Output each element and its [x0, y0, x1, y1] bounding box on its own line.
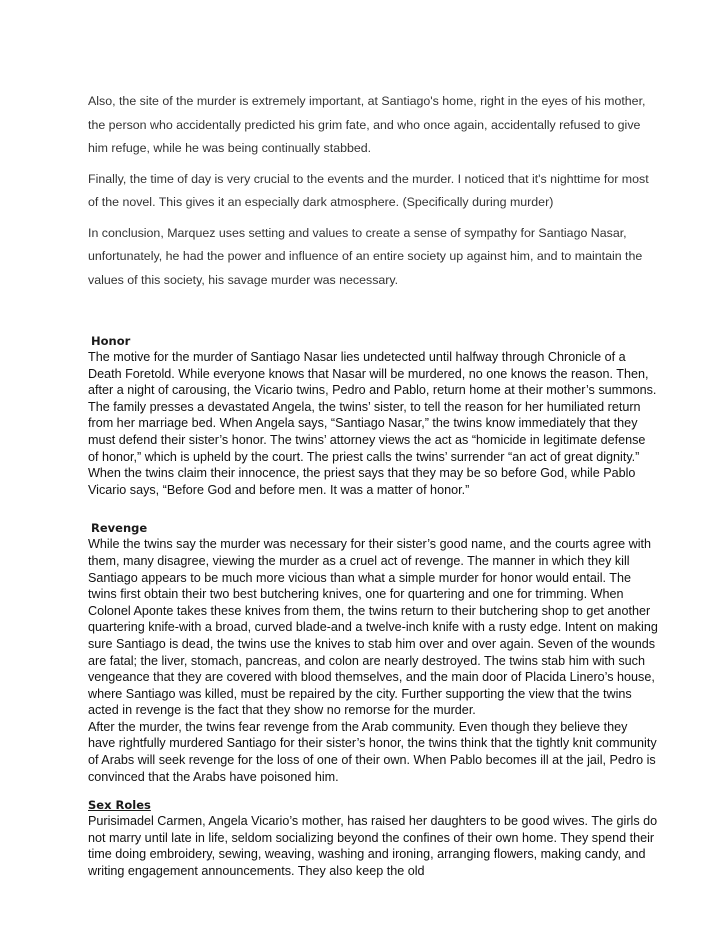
section-body-honor: The motive for the murder of Santiago Nasar lies undetected until halfway through Chronicle of a Death Foretold. While everyone knows that Nasar will be murdered, no one knows the reason. Then, after a night of carousing, the Vicario twins, Pedro and Pablo, return home at their mother’s summons. The family presses a devastated Angela, the twins’ sister, to tell the reason for her humiliated return from her marriage bed. When Angela says, “Santiago Nasar,” the twins know immediately that they must defend their sister’s honor. The twins’ attorney views the act as “homicide in legitimate defense of honor,” which is upheld by the court. The priest calls the twins’ surrender “an act of great dignity.” When the twins claim their innocence, the priest says that they may be so before God, while Pablo Vicario says, “Before God and before men. It was a matter of honor.” — [88, 350, 657, 497]
section-heading-honor: Honor — [91, 334, 131, 348]
section-body-sex-roles: Purisimadel Carmen, Angela Vicario’s mother, has raised her daughters to be good wives. The girls do not marry until late in life, seldom socializing beyond the confines of their own home. They spend their time doing embroidery, sewing, weaving, washing and ironing, arranging flowers, making candy, and writing engagement announcements. They also keep the old — [88, 814, 658, 879]
spacer — [88, 498, 658, 520]
spacer — [88, 785, 658, 797]
section-body-revenge-2: After the murder, the twins fear revenge from the Arab community. Even though they believe they have rightfully murdered Santiago for their sister’s honor, the twins think that the tightly knit community of Arabs will seek revenge for the loss of one of their own. When Pablo becomes ill at the jail, Pedro is convinced that the Arabs have poisoned him. — [88, 719, 657, 784]
intro-paragraph-conclusion: In conclusion, Marquez uses setting and values to create a sense of sympathy for Santiago Nasar, unfortunately, he had the power and influence of an entire society up against him, and to maintain the values of this society, his savage murder was necessary. — [88, 225, 643, 287]
document-page — [88, 90, 658, 880]
section-heading-revenge: Revenge — [91, 521, 148, 536]
section-heading-sex-roles: Sex Roles — [88, 798, 151, 813]
section-body-revenge-1: While the twins say the murder was necessary for their sister’s good name, and the courts agree with them, many disagree, viewing the murder as a cruel act of revenge. The manner in which they kill Santiago appears to be much more vicious than what a simple murder for honor would entail. The twins first obtain their two best butchering knives, one for quartering and one for trimming. When Colonel Aponte takes these knives from them, the twins return to their butchering shop to get another quartering knife-with a broad, curved blade-and a twelve-inch knife with a rusty edge. Intent on making sure Santiago is dead, the twins use the knives to stab him over and over again. Seven of the wounds are fatal; the liver, stomach, pancreas, and colon are nearly destroyed. The twins stab him with such vengeance that they are covered with blood themselves, and the main door of Placida Linero’s house, where Santiago was killed, must be repaired by the city. Further supporting the view that the twins acted in revenge is the fact that they show no remorse for the murder. — [88, 537, 658, 718]
spacer — [88, 299, 658, 333]
intro-paragraph-site: Also, the site of the murder is extremely important, at Santiago's home, right in the eyes of his mother, the person who accidentally predicted his grim fate, and who once again, accidentally refused to give him refuge, while he was being continually stabbed. — [88, 94, 646, 155]
intro-paragraph-time: Finally, the time of day is very crucial to the events and the murder. I noticed that it's nighttime for most of the novel. This gives it an especially dark atmosphere. (Specifically during murder) — [88, 171, 649, 209]
